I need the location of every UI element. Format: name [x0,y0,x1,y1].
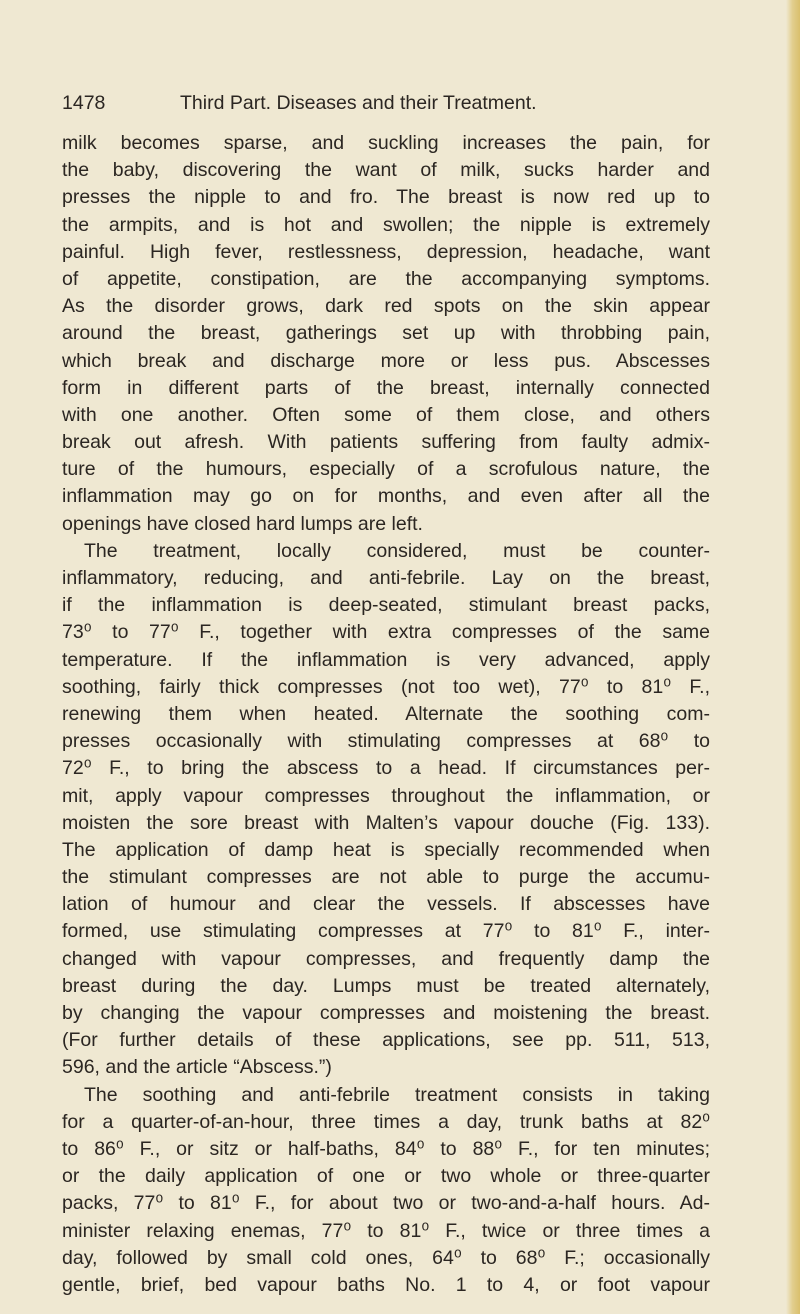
text-line: inflammation may go on for months, and even after all the [62,485,710,508]
text-line: painful. High fever, restlessness, depression, headache, want [62,240,710,263]
text-line: day, followed by small cold ones, 64⁰ to 68⁰ F.; occasionally [62,1246,710,1269]
text-line: renewing them when heated. Alternate the soothing com- [62,702,710,725]
text-line: to 86⁰ F., or sitz or half-baths, 84⁰ to 88⁰ F., for ten minutes; [62,1137,710,1160]
text-line: the armpits, and is hot and swollen; the nipple is extremely [62,213,710,236]
text-line: presses the nipple to and fro. The breast is now red up to [62,186,710,209]
text-line: if the inflammation is deep-seated, stimulant breast packs, [62,594,710,617]
page-edge [786,0,800,1314]
text-line: with one another. Often some of them close, and others [62,403,710,426]
text-line: As the disorder grows, dark red spots on the skin appear [62,295,710,318]
text-line: form in different parts of the breast, internally connected [62,376,710,399]
text-line: The treatment, locally considered, must be counter- [84,539,710,562]
text-line: The application of damp heat is specially recommended when [62,838,710,861]
text-line: by changing the vapour compresses and moistening the breast. [62,1002,710,1024]
text-line: 73⁰ to 77⁰ F., together with extra compresses of the same [62,621,710,644]
text-line: minister relaxing enemas, 77⁰ to 81⁰ F., twice or three times a [62,1219,710,1242]
text-line: for a quarter-of-an-hour, three times a day, trunk baths at 82⁰ [62,1110,710,1133]
text-line: the baby, discovering the want of milk, sucks harder and [62,159,710,182]
text-line: temperature. If the inflammation is very advanced, apply [62,648,710,671]
text-line: soothing, fairly thick compresses (not too wet), 77⁰ to 81⁰ F., [62,675,710,698]
body-text [62,130,710,1299]
text-line: break out afresh. With patients suffering from faulty admix- [62,431,710,454]
text-line: (For further details of these applications, see pp. 511, 513, [62,1029,710,1052]
text-line: of appetite, constipation, are the accompanying symptoms. [62,267,710,290]
text-line: lation of humour and clear the vessels. If abscesses have [62,893,710,916]
text-line: which break and discharge more or less pus. Abscesses [62,349,710,372]
text-line: presses occasionally with stimulating compresses at 68⁰ to [62,730,710,753]
text-line: gentle, brief, bed vapour baths No. 1 to 4, or foot vapour [62,1273,710,1296]
text-line: 596, and the article “Abscess.”) [62,1056,332,1079]
text-line: around the breast, gatherings set up with throbbing pain, [62,322,710,345]
text-line: breast during the day. Lumps must be treated alternately, [62,974,710,997]
text-line: changed with vapour compresses, and frequently damp the [62,947,710,970]
text-line: 72⁰ F., to bring the abscess to a head. If circumstances per- [62,757,710,780]
text-line: inflammatory, reducing, and anti-febrile. Lay on the breast, [62,567,710,589]
running-title: Third Part. Diseases and their Treatment. [180,92,537,114]
text-line: the stimulant compresses are not able to purge the accumu- [62,866,710,889]
text-line: formed, use stimulating compresses at 77⁰ to 81⁰ F., inter- [62,920,710,943]
text-line: ture of the humours, especially of a scrofulous nature, the [62,458,710,481]
text-line: The soothing and anti-febrile treatment consists in taking [84,1083,710,1106]
text-line: mit, apply vapour compresses throughout the inflammation, or [62,784,710,807]
page-number: 1478 [62,92,106,114]
page-header [62,92,722,120]
text-line: packs, 77⁰ to 81⁰ F., for about two or two-and-a-half hours. Ad- [62,1192,710,1215]
text-line: or the daily application of one or two whole or three-quarter [62,1165,710,1188]
text-line: openings have closed hard lumps are left. [62,512,423,535]
text-line: milk becomes sparse, and suckling increases the pain, for [62,132,710,154]
text-line: moisten the sore breast with Malten’s vapour douche (Fig. 133). [62,811,710,834]
